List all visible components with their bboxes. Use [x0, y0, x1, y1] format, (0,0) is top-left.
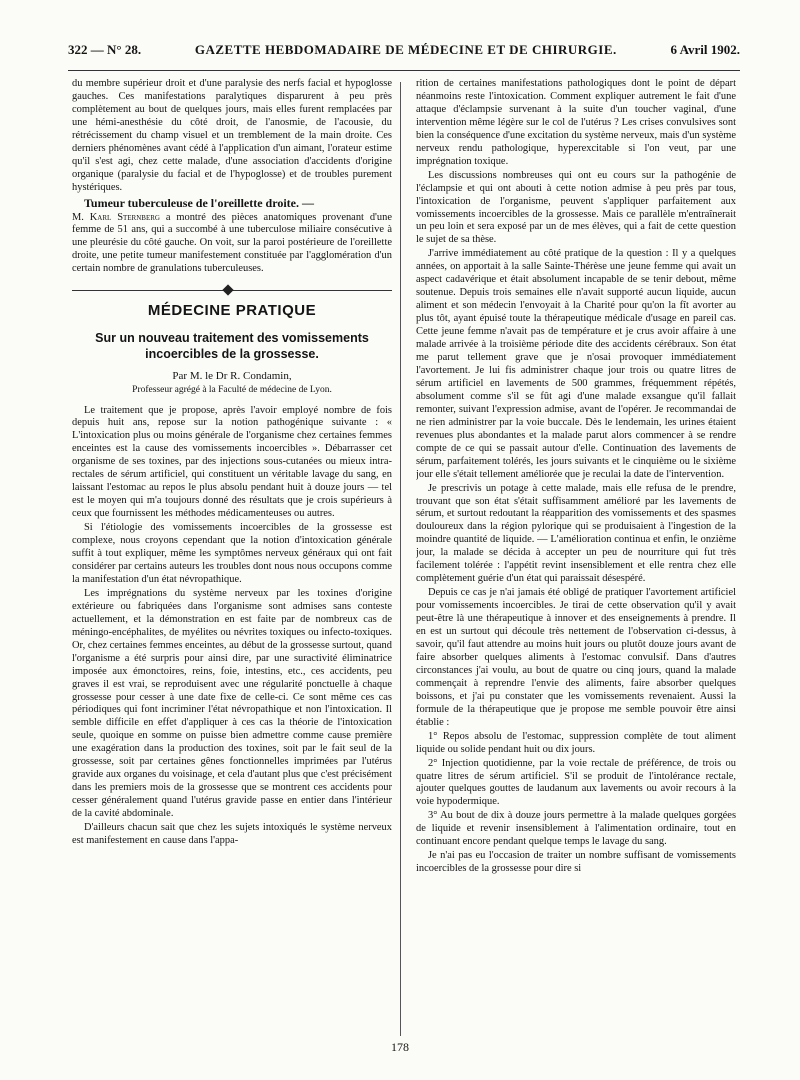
- body-paragraph: Si l'étiologie des vomissements incoercibles de la grossesse est complexe, nous croyons cependant que la notion d'intoxication générale suffit à tout expliquer, même les symptômes nerveux généraux qui ont fait considérer par certains auteurs les troubles dont nous nous occupons comme la manifestation d'un état névropathique.: [72, 522, 392, 585]
- body-paragraph: rition de certaines manifestations pathologiques dont le point de départ néanmoins reste l'intoxication. Comment expliquer autrement le fait d'une attaque d'éclampsie survenant à la suite d'un toucher vaginal, d'une intervention même légère sur le col de l'utérus ? Les crises convulsives sont bien la conséquence d'une excitation du système nerveux, mais d'un système nerveux rendu pathologique, hyperexcitable si l'on veut, par une imprégnation toxique.: [416, 78, 736, 167]
- tumeur-paragraph: [72, 196, 392, 277]
- author-affiliation: Professeur agrégé à la Faculté de médecine de Lyon.: [132, 384, 332, 395]
- issue-number: 322 — N° 28.: [68, 42, 142, 57]
- article-byline: Par M. le Dr R. Condamin,: [172, 370, 292, 383]
- journal-title: GAZETTE HEBDOMADAIRE DE MÉDECINE ET DE CHIRURGIE.: [194, 42, 617, 57]
- section-divider: [72, 284, 392, 296]
- column-divider: [400, 82, 401, 1036]
- divider-ornament: [222, 285, 233, 296]
- body-paragraph: Depuis ce cas je n'ai jamais été obligé de pratiquer l'avortement artificiel pour vomissements incoercibles. Je tirai de cette observation qu'il y avait peut-être là une thérapeutique à innover et des enseignements à prendre. Il en est un surtout qui découle très nettement de l'observation ci-dessus, à savoir, qu'il faut attendre au moins huit jours ou plutôt douze jours avant de faire absorber quelques aliments à l'estomac convulsif. Dans d'autres circonstances j'ai voulu, au bout de quatre ou cinq jours, quand la malade commençait à reprendre l'envie des aliments, faire absorber quelques boissons, et j'ai pu constater que les vomissements revenaient. Aussi la formule de la thérapeutique que je propose me semble pouvoir être ainsi établie :: [416, 587, 736, 728]
- left-column: [72, 78, 392, 1038]
- right-column: [416, 78, 736, 1038]
- body-paragraph: D'ailleurs chacun sait que chez les sujets intoxiqués le système nerveux est manifestement en cause dans l'appa-: [72, 822, 392, 846]
- list-item: 1° Repos absolu de l'estomac, suppression complète de tout aliment liquide ou solide pendant huit ou dix jours.: [416, 730, 736, 755]
- section-title: MÉDECINE PRATIQUE: [147, 302, 317, 320]
- closing-paragraph: Je n'ai pas eu l'occasion de traiter un nombre suffisant de vomissements incoercibles de la grossesse pour dire si: [416, 850, 736, 875]
- list-item: 2° Injection quotidienne, par la voie rectale de préférence, de trois ou quatre litres de sérum artificiel. S'il se produit de l'intolérance rectale, ajouter quelques gouttes de laudanum aux lavements ou avoir recours à la voie hypodermique.: [416, 757, 736, 808]
- tumeur-body: a montré des pièces anatomiques provenant d'une femme de 51 ans, qui a succombé à une tuberculose miliaire consécutive à une pleurésie du côté gauche. On voit, sur la paroi postérieure de l'oreillette droite, une petite tumeur manifestement constituée par l'agglomération d'un certain nombre de granulations tuberculeuses.: [72, 211, 392, 275]
- issue-date: 6 Avril 1902.: [670, 42, 740, 57]
- body-paragraph: J'arrive immédiatement au côté pratique de la question : Il y a quelques années, on apportait à la salle Sainte-Thérèse une jeune femme qui avait un aspect cadavérique et était absolument incapable de se tenir debout, même soutenue. Depuis trois semaines elle n'avait supporté aucun liquide, aucun aliment et son médecin l'envoyait à la Charité pour qu'on la fît avorter au plus tôt, ayant épuisé toute la thérapeutique médicale d'usage en pareil cas. Cette jeune femme n'avait pas de température et je crus avoir affaire à une malade arrivée à la troisième période dite des accidents cérébraux. Son état me parut tellement grave que je n'osai provoquer immédiatement l'avortement. Je lui fis administrer chaque jour trois ou quatre litres de sérum artificiel en lavements de 500 grammes, fréquemment répétés, absolument comme s'il se fût agi d'une malade exsangue qu'il fallait remonter, suivant l'expression admise, avant de l'opérer. Je recommandai de ne rien administrer par la voie buccale. Dès le lendemain, les urines étaient revenues plus abondantes et la malade parut alors commencer à se rendre compte de ce qui se passait autour d'elle. Continuation des lavements de sérum, parfaitement tolérés, les jours suivants et le cinquième ou le sixième jour elle s'était tellement améliorée que je reculai la date de l'intervention.: [416, 248, 736, 480]
- body-paragraph: Les imprégnations du système nerveux par les toxines d'origine extérieure ou fabriquées dans l'organisme sont admises sans conteste actuellement, et la démonstration en est faite par de nombreux cas de méningo-encéphalites, de myélites ou névrites toxiques ou infecto-toxiques. Or, chez certaines femmes enceintes, au début de la grossesse surtout, quand l'organisme a été surpris pour ainsi dire, par une suractivité éliminatrice imposée aux émonctoires, reins, foie, intestins, etc., ces accidents, peu graves il est vrai, se reproduisent avec une régularité ponctuelle à chaque grossesse pour cesser à une date fixe de celle-ci. Ce sont même ces cas périodiques qui font incriminer l'état névropathique et non l'intoxication. Il semble difficile en effet d'appliquer à ces cas la théorie de l'intoxication seule, quoique en somme on puisse bien admettre comme cause première une exagération dans la production des toxines, soit par le fait seul de la grossesse, soit par certaines gênes fonctionnelles imprimées par l'utérus gravide aux organes du voisinage, et cela d'autant plus que c'est précisément dans les premiers mois de la grossesse que se montrent ces accidents pour cesser généralement quand l'utérus gravide passe en entier dans l'intérieur de la cavité abdominale.: [72, 587, 392, 820]
- treatment-list: [416, 731, 736, 850]
- body-paragraph: Le traitement que je propose, après l'avoir employé nombre de fois depuis huit ans, repose sur la notion pathogénique suivante : « L'intoxication plus ou moins générale de l'organisme chez certaines femmes enceintes est la cause des vomissements incoercibles ». Débarrasser cet organisme de ses toxines, par des injections sous-cutanées ou mieux intra-rectales de sérum artificiel, qui constituent un véritable lavage du sang, en laissant l'estomac au repos le plus absolu pendant huit à douze jours — tel est le moyen qui m'a toujours donné des résultats que je crois supérieurs à ceux que fournissent les méthodes médicamenteuses ou autres.: [72, 404, 392, 520]
- body-paragraph: Je prescrivis un potage à cette malade, mais elle refusa de le prendre, trouvant que son état s'était suffisamment amélioré par les lavements de sérum, et surtout redoutant la réapparition des vomissements et des spasmes douloureux dans la région pylorique qui se produisaient à l'ingestion de la moindre quantité de liquide. — L'amélioration continua et enfin, le onzième jour, la malade se décida à accepter un peu de nourriture qui fut très facilement tolérée : l'appétit revint insensiblement et elle rentra chez elle complètement guérie d'un état qui paraissait désespéré.: [416, 482, 736, 585]
- continuation-paragraph: du membre supérieur droit et d'une paralysie des nerfs facial et hypoglosse gauches. Ces manifestations paralytiques disparurent à peu près complètement au bout de quelques jours, mais elles furent remplacées par une hémi-anesthésie du côté droit, de l'anosmie, de l'acousie, du rétrécissement du champ visuel et un tremblement de la main droite. Ces derniers phénomènes avant cédé à l'application d'un aimant, l'orateur estime qu'il s'est agi, chez cette malade, d'une association d'accidents d'origine organique (paralysie du facial et de l'hypoglosse) et de troubles purement hystériques.: [72, 78, 392, 193]
- running-header: [68, 30, 740, 71]
- body-paragraph: Les discussions nombreuses qui ont eu cours sur la pathogénie de l'éclampsie et qui ont abouti à cette notion admise à peu près par tous, l'intoxication de l'organisme, peuvent s'appliquer parfaitement aux vomissements incoercibles de la grossesse. Mais ce parallèle m'entraînerait un peu loin et sera exposé par un de mes élèves, qui a fait de cette question le sujet de sa thèse.: [416, 169, 736, 246]
- page-number: 178: [391, 1040, 409, 1054]
- list-item: 3° Au bout de dix à douze jours permettre à la malade quelques gorgées de liquide et revenir insensiblement à l'alimentation ordinaire, tout en continuant encore pendant quelque temps le lavage du sang.: [416, 810, 736, 848]
- article-title: Sur un nouveau traitement des vomissements incoercibles de la grossesse.: [95, 330, 369, 361]
- tumeur-heading: Tumeur tuberculeuse de l'oreillette droite. —: [84, 195, 314, 210]
- tumeur-author: M. Karl Sternberg: [72, 211, 160, 223]
